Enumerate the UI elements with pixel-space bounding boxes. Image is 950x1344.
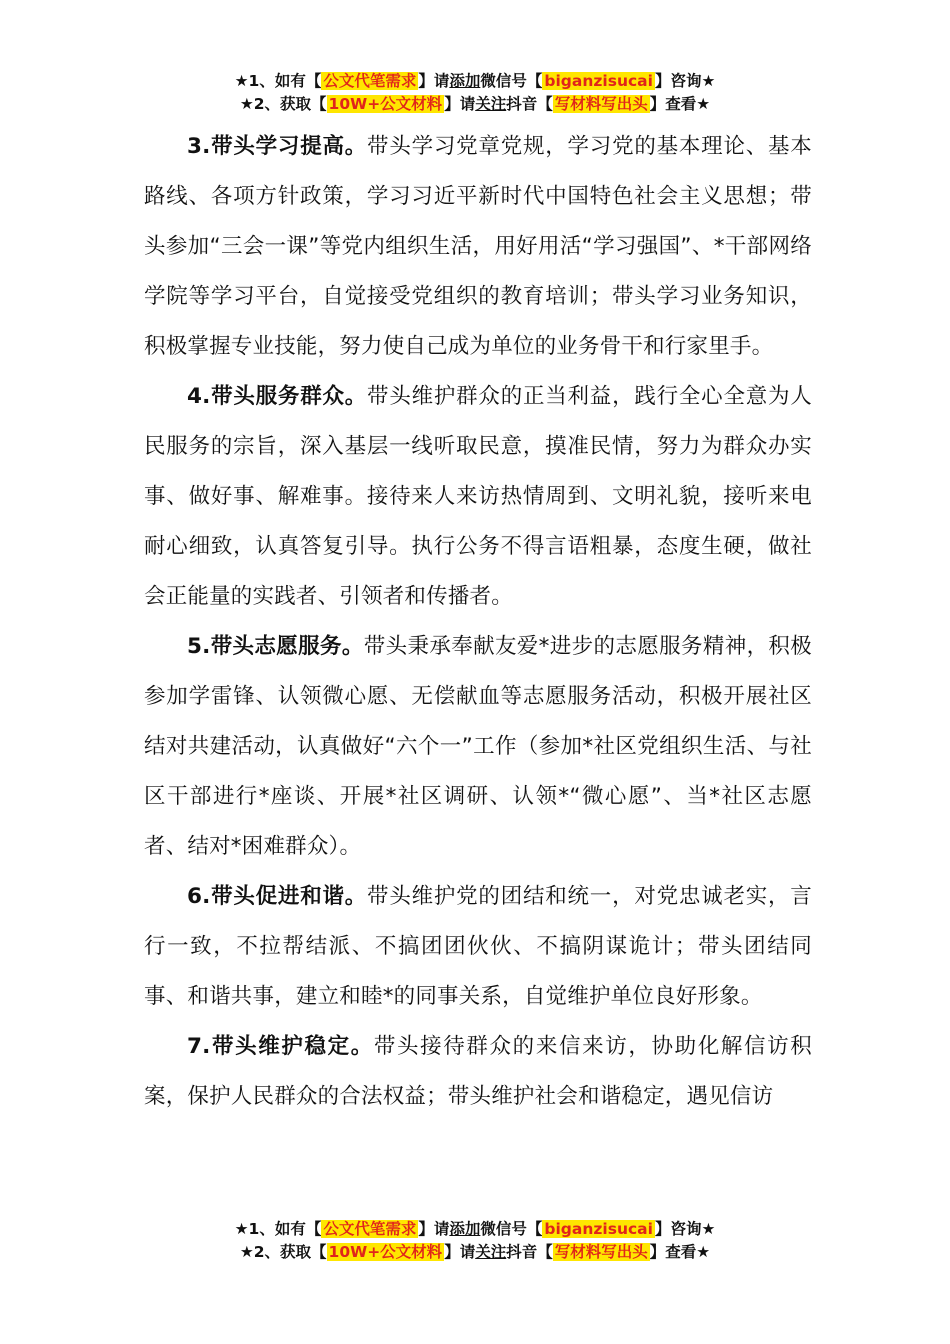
banner-text: 抖音【: [506, 1243, 553, 1261]
banner-highlight: 10W+公文材料: [328, 95, 443, 113]
banner-text: 】请: [444, 95, 476, 113]
banner-text: ★2、获取【: [239, 95, 327, 113]
banner-highlight: biganzisucai: [544, 72, 653, 90]
banner-line-1: [0, 70, 950, 93]
banner-highlight: 写材料写出头: [554, 1243, 648, 1261]
banner-text: 】查看★: [649, 95, 711, 113]
banner-text: 】查看★: [649, 1243, 711, 1261]
paragraph-6: [144, 872, 812, 1022]
paragraph-5: [144, 622, 812, 872]
paragraph-7: [144, 1022, 812, 1122]
banner-highlight: 公文代笔需求: [323, 72, 417, 90]
banner-highlight: 公文代笔需求: [323, 1220, 417, 1238]
banner-text: 】咨询★: [654, 72, 716, 90]
banner-text: 】请: [418, 1220, 450, 1238]
paragraph-heading: 3.带头学习提高。: [187, 134, 368, 159]
banner-highlight: biganzisucai: [544, 1220, 653, 1238]
paragraph-text: 带头学习党章党规，学习党的基本理论、基本路线、各项方针政策，学习习近平新时代中国特色社会主义思想；带头参加“三会一课”等党内组织生活，用好用活“学习强国”、*干部网络学院等学习平台，自觉接受党组织的教育培训；带头学习业务知识，积极掌握专业技能，努力使自己成为单位的业务骨干和行家里手。: [144, 134, 812, 359]
paragraph-4: [144, 372, 812, 622]
paragraph-heading: 7.带头维护稳定。: [187, 1034, 374, 1059]
banner-text: ★1、如有【: [234, 1220, 322, 1238]
header-banner: [0, 70, 950, 116]
paragraph-text: 带头维护群众的正当利益，践行全心全意为人民服务的宗旨，深入基层一线听取民意，摸准民情，努力为群众办实事、做好事、解难事。接待来人来访热情周到、文明礼貌，接听来电耐心细致，认真答复引导。执行公务不得言语粗暴，态度生硬，做社会正能量的实践者、引领者和传播者。: [144, 384, 812, 609]
banner-text: 】咨询★: [654, 1220, 716, 1238]
paragraph-text: 带头接待群众的来信来访，协助化解信访积案，保护人民群众的合法权益；带头维护社会和谐稳定，遇见信访: [144, 1034, 812, 1109]
banner-line-2: [0, 1241, 950, 1264]
banner-text: ★2、获取【: [239, 1243, 327, 1261]
paragraph-text: 带头秉承奉献友爱*进步的志愿服务精神，积极参加学雷锋、认领微心愿、无偿献血等志愿服务活动，积极开展社区结对共建活动，认真做好“六个一”工作（参加*社区党组织生活、与社区干部进行*座谈、开展*社区调研、认领*“微心愿”、当*社区志愿者、结对*困难群众）。: [144, 634, 812, 859]
footer-banner: [0, 1218, 950, 1264]
banner-text: ★1、如有【: [234, 72, 322, 90]
banner-underlined: 添加: [449, 72, 481, 90]
banner-underlined: 添加: [449, 1220, 481, 1238]
banner-highlight: 10W+公文材料: [328, 1243, 443, 1261]
banner-underlined: 关注: [475, 95, 507, 113]
document-body: [144, 122, 812, 1122]
banner-line-2: [0, 93, 950, 116]
paragraph-heading: 5.带头志愿服务。: [187, 634, 364, 659]
banner-text: 】请: [418, 72, 450, 90]
paragraph-3: [144, 122, 812, 372]
banner-text: 】请: [444, 1243, 476, 1261]
banner-text: 微信号【: [480, 72, 543, 90]
paragraph-heading: 6.带头促进和谐。: [187, 884, 368, 909]
banner-text: 抖音【: [506, 95, 553, 113]
paragraph-heading: 4.带头服务群众。: [187, 384, 368, 409]
paragraph-text: 带头维护党的团结和统一，对党忠诚老实，言行一致，不拉帮结派、不搞团团伙伙、不搞阴谋诡计；带头团结同事、和谐共事，建立和睦*的同事关系，自觉维护单位良好形象。: [144, 884, 812, 1009]
banner-underlined: 关注: [475, 1243, 507, 1261]
banner-text: 微信号【: [480, 1220, 543, 1238]
banner-highlight: 写材料写出头: [554, 95, 648, 113]
banner-line-1: [0, 1218, 950, 1241]
